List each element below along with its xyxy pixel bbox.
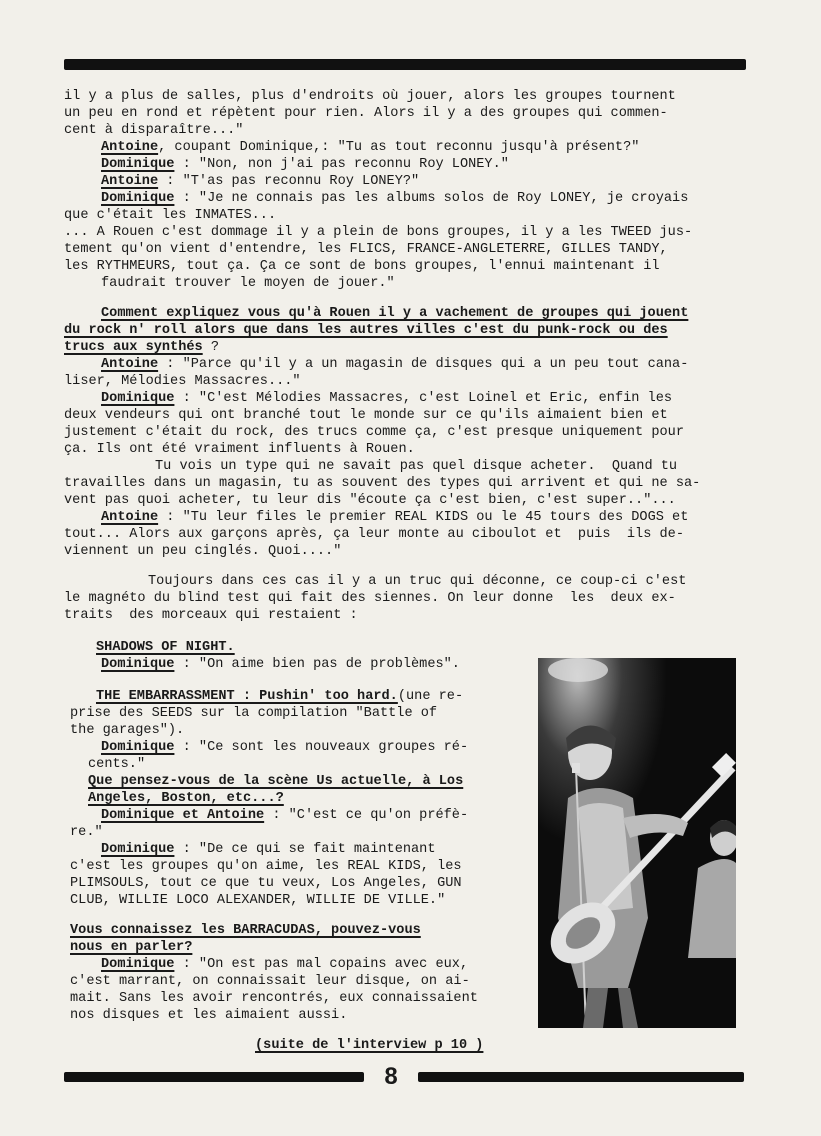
text-line: cents.": [88, 757, 146, 772]
text-line: un peu en rond et répètent pour rien. Alors il y a des groupes qui commen-: [64, 106, 668, 121]
speaker: Antoine: [101, 510, 159, 525]
question-text: trucs aux synthés: [64, 340, 203, 355]
separator: :: [174, 157, 199, 172]
dialogue-line: [101, 808, 468, 824]
speaker: Dominique: [101, 157, 175, 172]
speech: "T'as pas reconnu Roy LONEY?": [182, 174, 420, 189]
text-line: vent pas quoi acheter, tu leur dis "écoute ça c'est bien, c'est super.."...: [64, 493, 676, 508]
question-line: Vous connaissez les BARRACUDAS, pouvez-vous: [70, 923, 421, 938]
speech: "Non, non j'ai pas reconnu Roy LONEY.": [198, 157, 509, 172]
dialogue-line: [101, 510, 688, 526]
separator: :: [158, 174, 183, 189]
text-line: ... A Rouen c'est dommage il y a plein de bons groupes, il y a les TWEED jus-: [64, 225, 693, 240]
text-line: c'est les groupes qu'on aime, les REAL KIDS, les: [70, 859, 462, 874]
speech: "Je ne connais pas les albums solos de Roy LONEY, je croyais: [198, 191, 689, 206]
text-line: CLUB, WILLIE LOCO ALEXANDER, WILLIE DE VILLE.": [70, 893, 446, 908]
separator: :: [174, 842, 199, 857]
speaker: Dominique: [101, 842, 175, 857]
speaker: Dominique: [101, 957, 175, 972]
text-line: the garages").: [70, 723, 185, 738]
speech: "On aime bien pas de problèmes".: [198, 657, 460, 672]
speech: "Tu leur files le premier REAL KIDS ou le 45 tours des DOGS et: [182, 510, 689, 525]
page-number: 8: [384, 1063, 398, 1090]
text-line: faudrait trouver le moyen de jouer.": [101, 276, 395, 291]
separator: :: [174, 740, 199, 755]
text-line: viennent un peu cinglés. Quoi....": [64, 544, 342, 559]
text-line: tement qu'on vient d'entendre, les FLICS, FRANCE-ANGLETERRE, GILLES TANDY,: [64, 242, 668, 257]
dialogue-line: [101, 157, 509, 173]
text-line: liser, Mélodies Massacres...": [64, 374, 301, 389]
speech: "C'est Mélodies Massacres, c'est Loinel et Eric, enfin les: [198, 391, 673, 406]
dialogue-line: [101, 740, 468, 756]
guitarist-photo: [538, 658, 736, 1028]
speaker: Antoine: [101, 357, 159, 372]
text-line: tout... Alors aux garçons après, ça leur monte au ciboulot et puis ils de-: [64, 527, 684, 542]
dialogue-line: [101, 174, 419, 190]
text-line: travailles dans un magasin, tu as souvent des types qui arrivent et qui ne sa-: [64, 476, 701, 491]
dialogue-line: [101, 842, 435, 858]
text-line: nos disques et les aimaient aussi.: [70, 1008, 348, 1023]
text-line: Tu vois un type qui ne savait pas quel disque acheter. Quand tu: [155, 459, 678, 474]
separator: :: [174, 957, 199, 972]
question-mark: ?: [202, 340, 220, 355]
text-line: PLIMSOULS, tout ce que tu veux, Los Angeles, GUN: [70, 876, 462, 891]
text-line: Toujours dans ces cas il y a un truc qui déconne, ce coup-ci c'est: [148, 574, 687, 589]
question-line: nous en parler?: [70, 940, 193, 955]
track-title: SHADOWS OF NIGHT.: [96, 640, 235, 655]
text-line: c'est marrant, on connaissait leur disque, on ai-: [70, 974, 470, 989]
track-title: [96, 689, 463, 705]
speaker: Dominique: [101, 740, 175, 755]
continuation-note: (suite de l'interview p 10 ): [255, 1038, 484, 1053]
text-line: le magnéto du blind test qui fait des siennes. On leur donne les deux ex-: [64, 591, 676, 606]
text-line: que c'était les INMATES...: [64, 208, 277, 223]
speaker: Dominique: [101, 391, 175, 406]
separator: :: [174, 391, 199, 406]
text-line: justement c'était du rock, des trucs comme ça, c'est presque uniquement pour: [64, 425, 684, 440]
dialogue-line: [101, 140, 639, 156]
text-line: cent à disparaître...": [64, 123, 244, 138]
text-line: il y a plus de salles, plus d'endroits où jouer, alors les groupes tournent: [64, 89, 676, 104]
text-line: traits des morceaux qui restaient :: [64, 608, 358, 623]
track-note: (une re-: [397, 689, 464, 704]
text-line: mait. Sans les avoir rencontrés, eux connaissaient: [70, 991, 478, 1006]
speech: "C'est ce qu'on préfè-: [288, 808, 469, 823]
separator: :: [174, 191, 199, 206]
speech: "On est pas mal copains avec eux,: [198, 957, 469, 972]
speech: "Tu as tout reconnu jusqu'à présent?": [337, 140, 640, 155]
dialogue-line: [101, 357, 688, 373]
separator: :: [264, 808, 289, 823]
question-line: Comment expliquez vous qu'à Rouen il y a vachement de groupes qui jouent: [101, 306, 689, 321]
separator: :: [158, 510, 183, 525]
question-line: Que pensez-vous de la scène Us actuelle, à Los: [88, 774, 464, 789]
speech: "Parce qu'il y a un magasin de disques qui a un peu tout cana-: [182, 357, 689, 372]
speaker: Dominique: [101, 191, 175, 206]
top-rule: [64, 59, 746, 70]
dialogue-line: [101, 391, 672, 407]
separator: :: [158, 357, 183, 372]
question-line: Angeles, Boston, etc...?: [88, 791, 284, 806]
dialogue-line: [101, 657, 460, 673]
dialogue-line: [101, 957, 468, 973]
text-line: re.": [70, 825, 103, 840]
separator: , coupant Dominique,:: [158, 140, 338, 155]
text-line: deux vendeurs qui ont branché tout le monde sur ce qu'ils aimaient bien et: [64, 408, 668, 423]
text-line: ça. Ils ont été vraiment influents à Rouen.: [64, 442, 415, 457]
text-line: prise des SEEDS sur la compilation "Battle of: [70, 706, 438, 721]
text-line: les RYTHMEURS, tout ça. Ça ce sont de bons groupes, l'ennui maintenant il: [64, 259, 660, 274]
speaker: Dominique et Antoine: [101, 808, 265, 823]
separator: :: [174, 657, 199, 672]
speech: "De ce qui se fait maintenant: [198, 842, 436, 857]
bottom-rule-right: [418, 1072, 744, 1082]
track-title-text: THE EMBARRASSMENT : Pushin' too hard.: [96, 689, 398, 704]
speech: "Ce sont les nouveaux groupes ré-: [198, 740, 469, 755]
question-line: [64, 340, 219, 356]
speaker: Dominique: [101, 657, 175, 672]
concert-photo: [538, 658, 736, 1028]
speaker: Antoine: [101, 140, 159, 155]
speaker: Antoine: [101, 174, 159, 189]
dialogue-line: [101, 191, 688, 207]
bottom-rule-left: [64, 1072, 364, 1082]
question-line: du rock n' roll alors que dans les autres villes c'est du punk-rock ou des: [64, 323, 668, 338]
